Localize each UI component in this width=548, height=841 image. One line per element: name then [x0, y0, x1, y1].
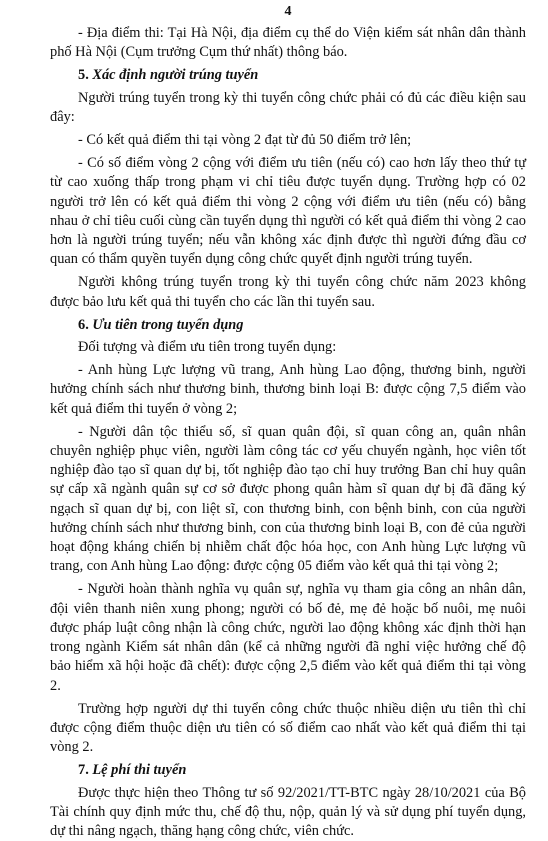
page-number: 4 [284, 4, 292, 19]
section-title: Xác định người trúng tuyển [92, 67, 259, 84]
paragraph: - Người dân tộc thiểu số, sĩ quan quân đội, sĩ quan công an, quân nhân chuyên nghiệp phục viên, người làm công tác cơ yếu chuyển ngành, học viên tốt nghiệp đào tạo sĩ quan dự bị, tốt nghiệp đào tạo chỉ huy trưởng Ban chỉ huy quân sự cấp xã ngành quân sự cơ sở được phong quân hàm sĩ quan dự bị đã đăng ký ngạch sĩ quan dự bị, con liệt sĩ, con thương binh, con bệnh binh, con của người hưởng chính sách như thương binh, con của thương binh loại B, con đẻ của người hoạt động kháng chiến bị nhiễm chất độc hóa học, con Anh hùng Lực lượng vũ trang, con Anh hùng Lao động: được cộng 05 điểm vào kết quả thi tại vòng 2; [50, 423, 526, 575]
paragraph: - Có số điểm vòng 2 cộng với điểm ưu tiên (nếu có) cao hơn lấy theo thứ tự từ cao xuống thấp trong phạm vi chỉ tiêu được tuyển dụng. Trường hợp có 02 người trở lên có kết quả điểm thi vòng 2 cộng với điểm ưu tiên (nếu có) bằng nhau ở chỉ tiêu cuối cùng cần tuyển dụng thì người có kết quả điểm thi vòng 2 cao hơn là người trúng tuyển; nếu vẫn không xác định được thì người đứng đầu cơ quan có thẩm quyền tuyển dụng công chức quyết định người trúng tuyển. [50, 155, 526, 268]
paragraph: - Địa điểm thi: Tại Hà Nội, địa điểm cụ thể do Viện kiểm sát nhân dân thành phố Hà Nội (Cụm trưởng Cụm thứ nhất) thông báo. [50, 25, 526, 61]
section-title: Lệ phí thi tuyển [92, 762, 187, 779]
section-number: 7. [78, 762, 93, 779]
section-number: 6. [78, 316, 93, 333]
paragraph: - Người hoàn thành nghĩa vụ quân sự, nghĩa vụ tham gia công an nhân dân, đội viên thanh niên xung phong; người có bố đẻ, mẹ đẻ hoặc bố nuôi, mẹ nuôi được pháp luật công nhận là công chức, người lao động không xác định thời hạn trong ngành Kiểm sát nhân dân (kể cả những người đã nghỉ việc hưởng chế độ bảo hiểm xã hội hoặc đã chết): được cộng 2,5 điểm vào kết quả điểm thi tại vòng 2. [50, 581, 526, 694]
section-heading [50, 316, 526, 335]
section-heading [50, 66, 526, 85]
section-number: 5. [78, 67, 93, 84]
document-body [50, 24, 526, 841]
paragraph: Người trúng tuyển trong kỳ thi tuyển công chức phải có đủ các điều kiện sau đây: [50, 89, 526, 125]
paragraph: - Anh hùng Lực lượng vũ trang, Anh hùng Lao động, thương binh, người hưởng chính sách như thương binh, thương binh loại B: được cộng 7,5 điểm vào kết quả điểm thi tuyển ở vòng 2; [50, 362, 526, 417]
paragraph: Đối tượng và điểm ưu tiên trong tuyển dụng: [78, 339, 337, 356]
paragraph: - Có kết quả điểm thi tại vòng 2 đạt từ đủ 50 điểm trở lên; [78, 132, 412, 149]
section-title: Ưu tiên trong tuyển dụng [92, 316, 244, 333]
paragraph: Trường hợp người dự thi tuyển công chức thuộc nhiều diện ưu tiên thì chỉ được cộng điểm thuộc diện ưu tiên có số điểm cao nhất vào kết quả điểm thi tại vòng 2. [50, 700, 526, 756]
paragraph: Được thực hiện theo Thông tư số 92/2021/TT-BTC ngày 28/10/2021 của Bộ Tài chính quy định mức thu, chế độ thu, nộp, quản lý và sử dụng phí tuyển dụng, dự thi nâng ngạch, thăng hạng công chức, viên chức. [50, 784, 526, 839]
paragraph: Người không trúng tuyển trong kỳ thi tuyển công chức năm 2023 không được bảo lưu kết quả thi tuyển cho các lần thi tuyển sau. [50, 274, 526, 310]
section-heading [50, 761, 526, 780]
